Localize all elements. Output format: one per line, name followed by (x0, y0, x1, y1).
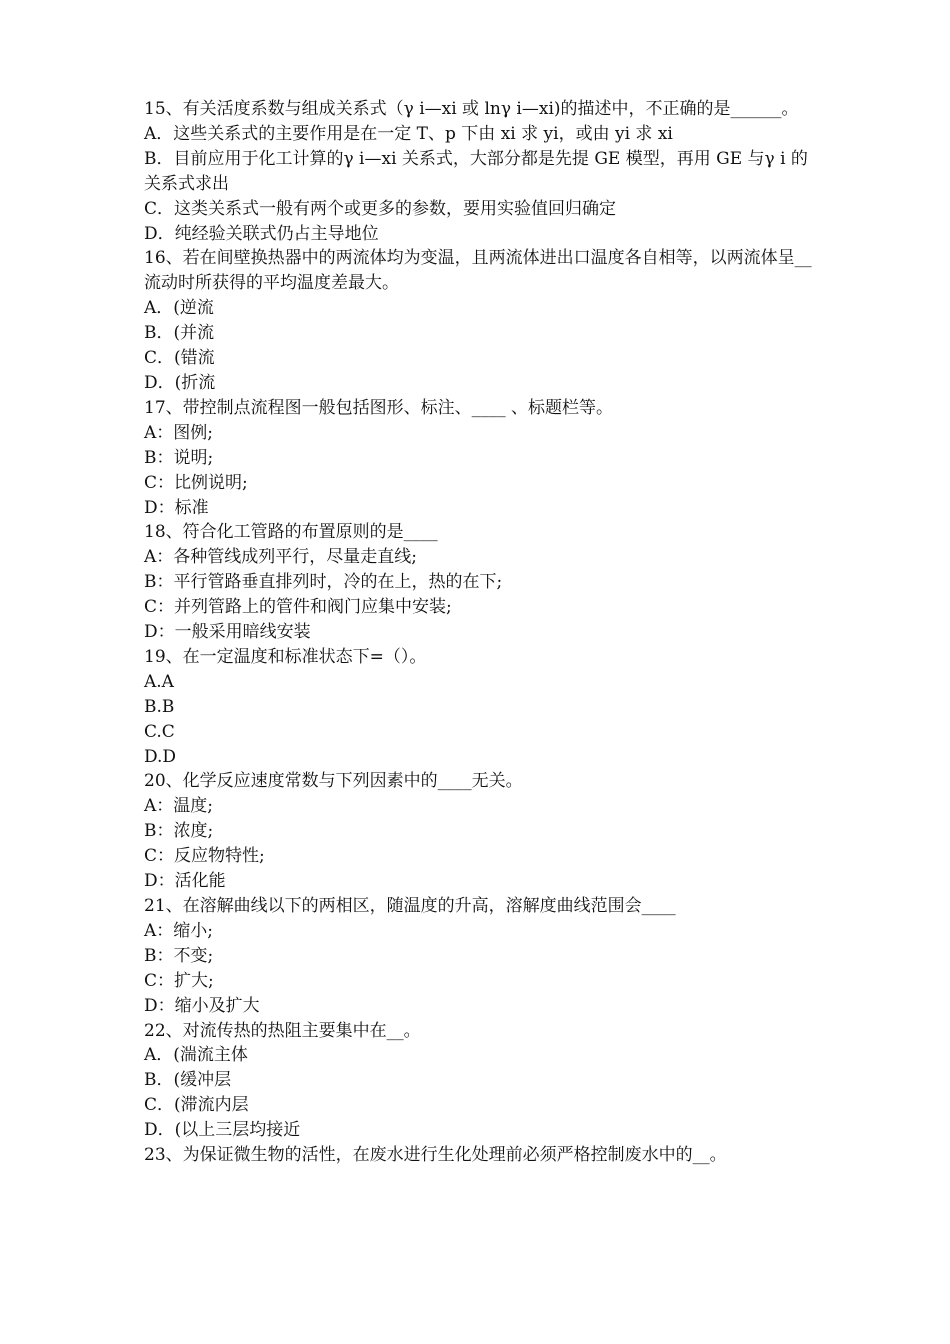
question-19-option-c: C.C (144, 721, 175, 742)
question-18-option-b: B：平行管路垂直排列时，冷的在上，热的在下; (144, 572, 503, 593)
question-16-option-c: C．(错流 (144, 348, 215, 369)
question-15-option-d: D．纯经验关联式仍占主导地位 (144, 223, 379, 244)
question-20-option-d: D：活化能 (144, 871, 226, 892)
question-16-option-b: B．(并流 (144, 323, 215, 344)
question-16-option-a: A．(逆流 (144, 298, 214, 319)
question-21-option-b: B：不变; (144, 945, 214, 966)
question-17-option-b: B：说明; (144, 447, 214, 468)
question-21-option-c: C：扩大; (144, 970, 214, 991)
question-20-stem: 20、化学反应速度常数与下列因素中的____无关。 (144, 771, 523, 792)
question-19-stem: 19、在一定温度和标准状态下=（）。 (144, 646, 427, 667)
question-22-option-d: D．(以上三层均接近 (144, 1120, 301, 1141)
question-22-option-a: A．(湍流主体 (144, 1045, 248, 1066)
question-17-option-a: A：图例; (144, 422, 214, 443)
question-22-option-c: C．(滞流内层 (144, 1095, 249, 1116)
question-18-option-d: D：一般采用暗线安装 (144, 622, 311, 643)
question-22-option-b: B．(缓冲层 (144, 1070, 232, 1091)
question-21-option-d: D：缩小及扩大 (144, 995, 260, 1016)
question-15-option-b: B．目前应用于化工计算的γ i—xi 关系式，大部分都是先提 GE 模型，再用 GE 与γ i 的关系式求出 (144, 148, 808, 194)
question-23-stem: 23、为保证微生物的活性，在废水进行生化处理前必须严格控制废水中的__。 (144, 1145, 727, 1166)
question-15-stem: 15、有关活度系数与组成关系式（γ i—xi 或 lnγ i—xi)的描述中，不正确的是______。 (144, 99, 799, 119)
question-18-option-a: A：各种管线成列平行，尽量走直线; (144, 547, 418, 568)
question-22-stem: 22、对流传热的热阻主要集中在__。 (144, 1020, 421, 1041)
question-20-option-c: C：反应物特性; (144, 846, 265, 867)
question-18-stem: 18、符合化工管路的布置原则的是____ (144, 522, 438, 543)
question-15-option-c: C．这类关系式一般有两个或更多的参数，要用实验值回归确定 (144, 198, 617, 219)
document-body (144, 97, 814, 1168)
question-21-stem: 21、在溶解曲线以下的两相区，随温度的升高，溶解度曲线范围会____ (144, 896, 676, 916)
question-17-option-d: D：标准 (144, 497, 209, 518)
question-19-option-b: B.B (144, 696, 175, 717)
question-19-option-d: D.D (144, 746, 177, 767)
question-21-option-a: A：缩小; (144, 920, 214, 941)
question-20-option-b: B：浓度; (144, 821, 214, 842)
question-15-option-a: A．这些关系式的主要作用是在一定 T、p 下由 xi 求 yi，或由 yi 求 xi (144, 123, 673, 144)
question-17-stem: 17、带控制点流程图一般包括图形、标注、____ 、标题栏等。 (144, 397, 614, 418)
question-17-option-c: C：比例说明; (144, 472, 248, 493)
question-18-option-c: C：并列管路上的管件和阀门应集中安装; (144, 597, 452, 618)
question-16-stem: 16、若在间壁换热器中的两流体均为变温，且两流体进出口温度各自相等，以两流体呈__流动时所获得的平均温度差最大。 (144, 248, 812, 294)
question-20-option-a: A：温度; (144, 796, 214, 817)
question-16-option-d: D．(折流 (144, 372, 216, 393)
question-19-option-a: A.A (144, 671, 174, 692)
